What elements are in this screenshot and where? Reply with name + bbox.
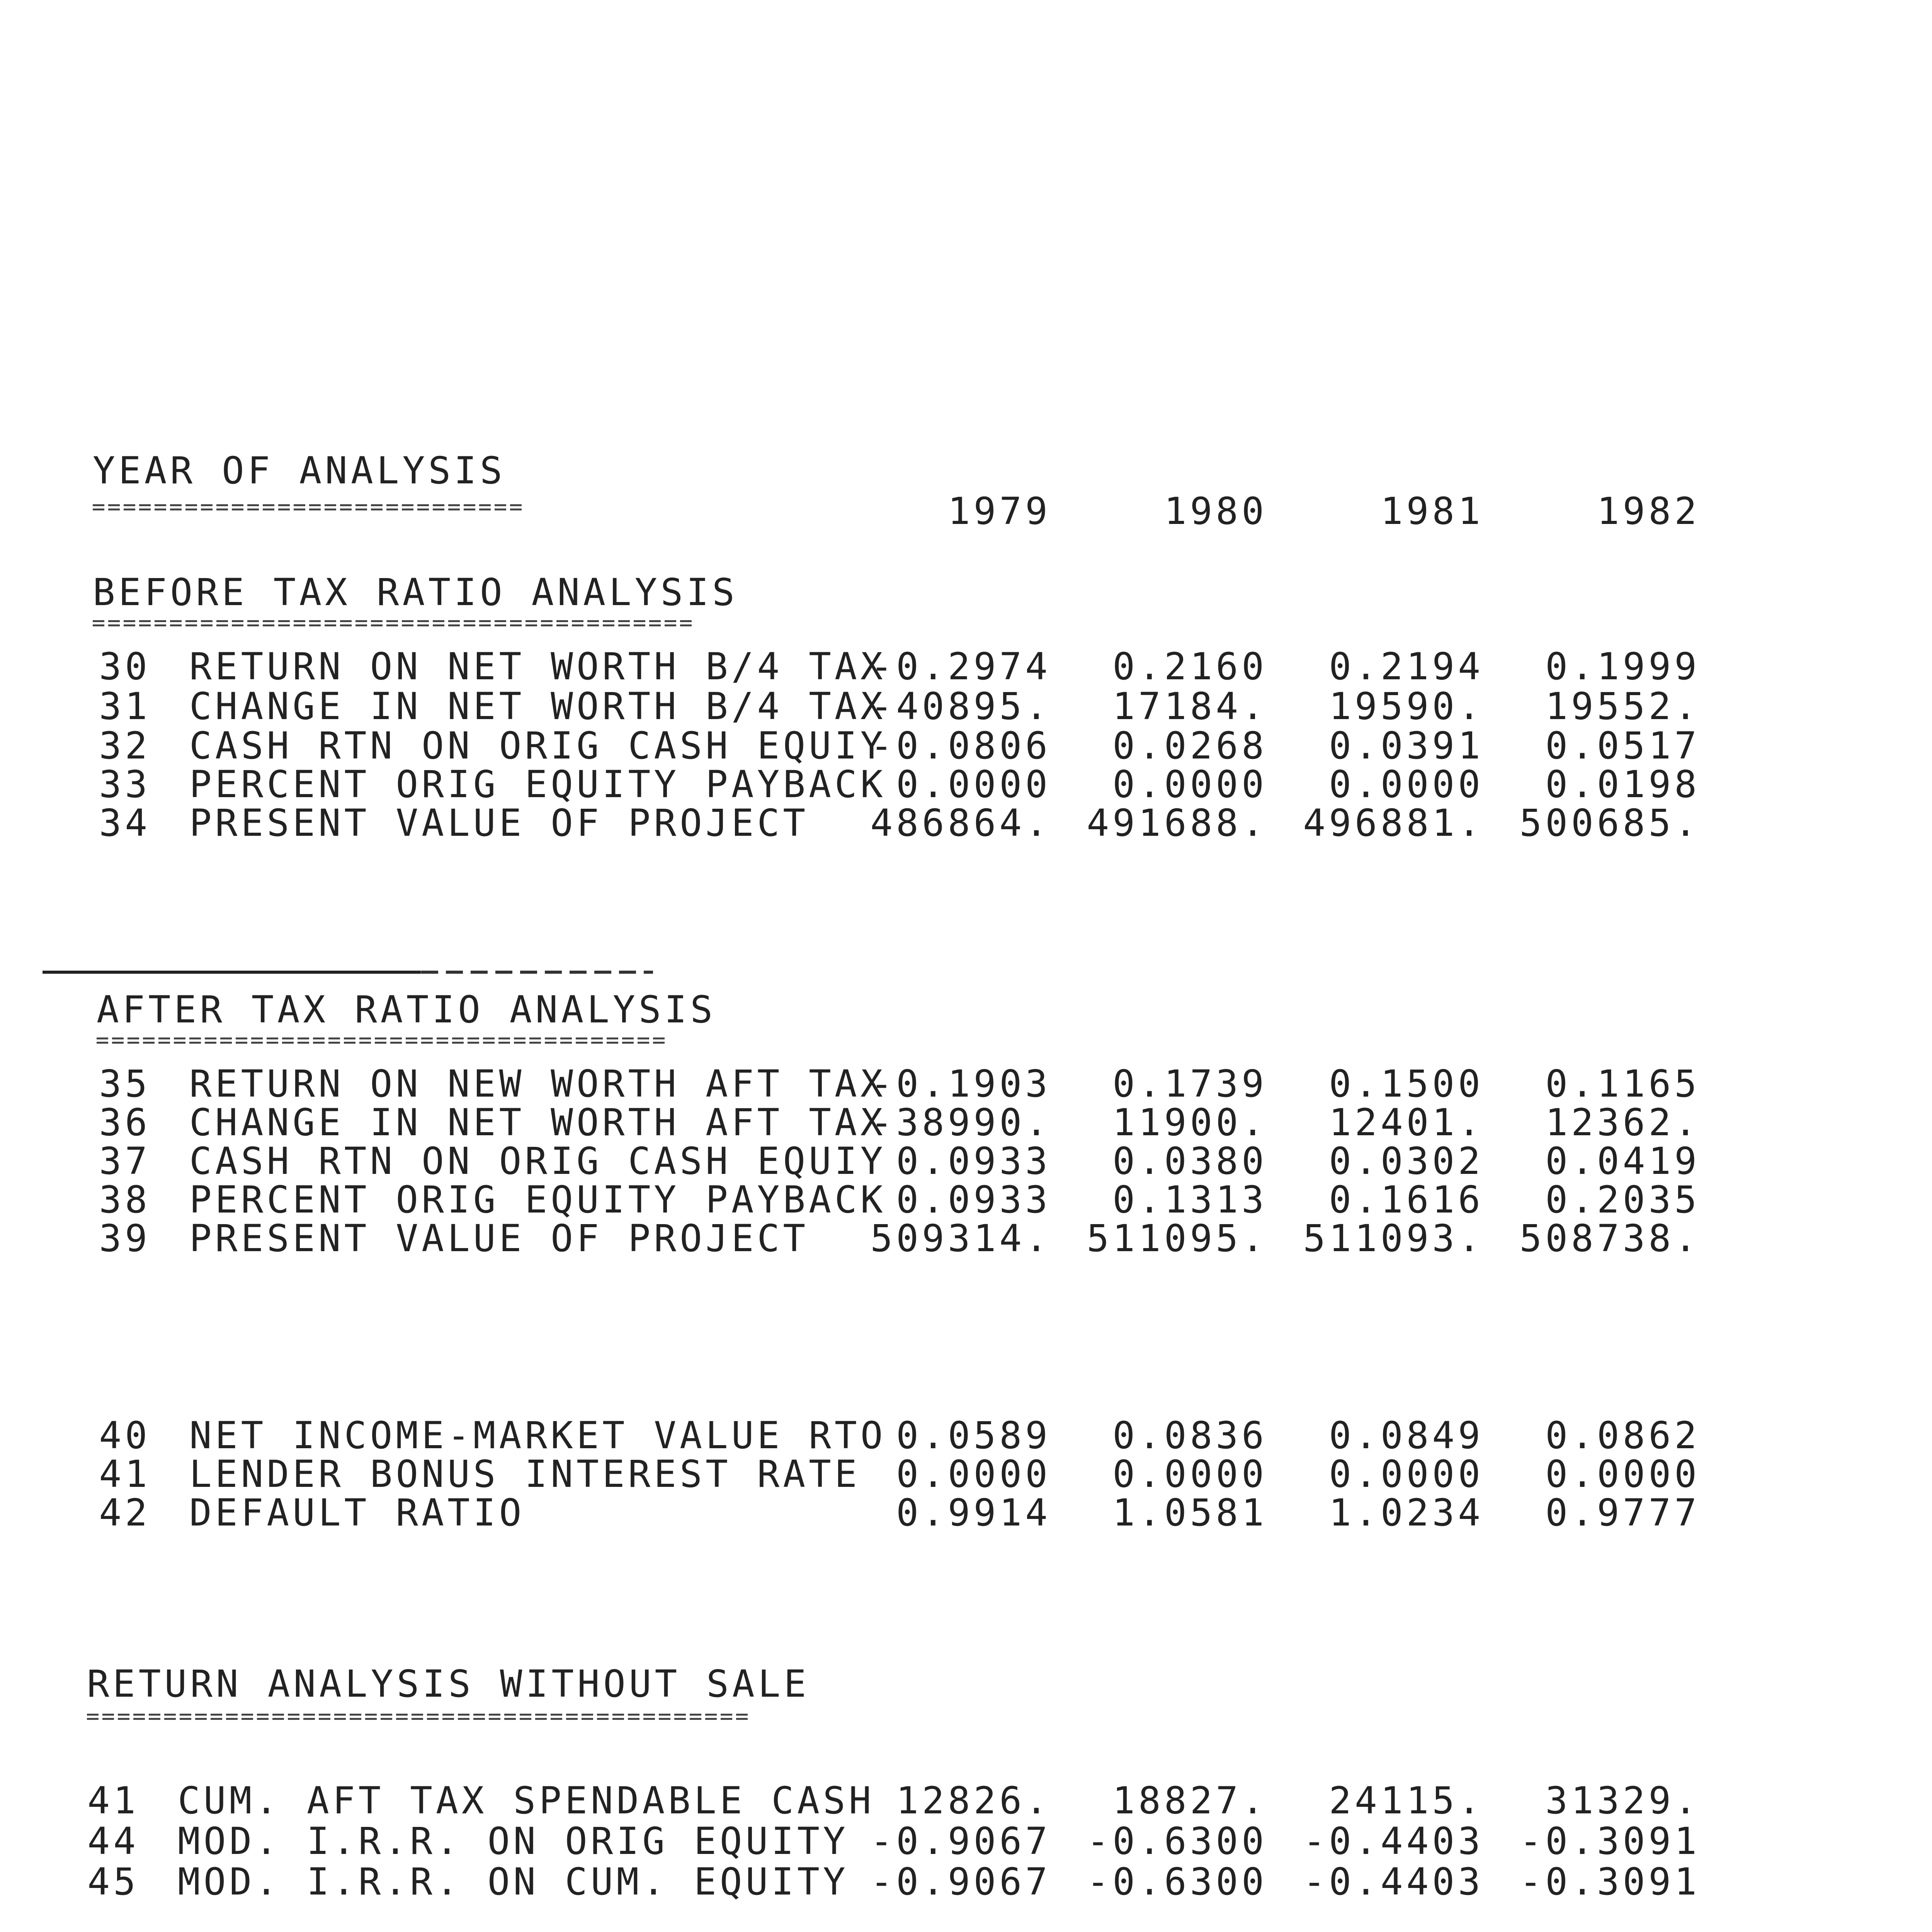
cell-value: 0.0268 <box>1112 724 1267 767</box>
row-number: 39 <box>99 1217 151 1260</box>
cell-value: -0.3091 <box>1519 1860 1700 1903</box>
row-label: MOD. I.R.R. ON ORIG EQUITY <box>178 1820 849 1863</box>
cell-value: 0.0849 <box>1329 1414 1484 1457</box>
section-title-before-tax: BEFORE TAX RATIO ANALYSIS <box>93 571 738 614</box>
year-header-1982: 1982 <box>1597 490 1700 533</box>
row-number: 45 <box>87 1860 139 1903</box>
cell-value: -0.4403 <box>1303 1820 1484 1863</box>
cell-value: 31329. <box>1545 1779 1700 1822</box>
section-title-after-tax: AFTER TAX RATIO ANALYSIS <box>97 988 716 1031</box>
cell-value: 24115. <box>1329 1779 1484 1822</box>
year-header-1979: 1979 <box>947 490 1051 533</box>
cell-value: -40895. <box>870 685 1051 728</box>
row-label: PRESENT VALUE OF PROJECT <box>189 801 809 845</box>
row-label: PERCENT ORIG EQUITY PAYBACK <box>189 1178 886 1221</box>
cell-value: 0.0391 <box>1329 724 1484 767</box>
cell-value: 0.1165 <box>1545 1062 1700 1105</box>
table-row <box>0 687 1932 726</box>
cell-value: 0.0000 <box>1329 1452 1484 1496</box>
row-label: RETURN ON NET WORTH B/4 TAX <box>189 645 886 688</box>
cell-value: 0.1313 <box>1112 1178 1267 1221</box>
row-number: 33 <box>99 763 151 806</box>
row-number: 32 <box>99 724 151 767</box>
cell-value: 0.0933 <box>896 1139 1051 1183</box>
section-divider <box>43 971 653 974</box>
row-number: 37 <box>99 1139 151 1183</box>
row-label: DEFAULT RATIO <box>189 1491 525 1534</box>
table-row <box>0 801 1932 845</box>
cell-value: -0.6300 <box>1087 1820 1267 1863</box>
cell-value: 0.0000 <box>1112 763 1267 806</box>
cell-value: 0.2194 <box>1329 645 1484 688</box>
cell-value: 12362. <box>1545 1101 1700 1144</box>
row-number: 42 <box>99 1491 151 1534</box>
table-row <box>0 1822 1932 1861</box>
cell-value: 0.2035 <box>1545 1178 1700 1221</box>
cell-value: 511093. <box>1303 1217 1484 1260</box>
cell-value: 0.0000 <box>1112 1452 1267 1496</box>
cell-value: 17184. <box>1112 685 1267 728</box>
section-underline <box>93 618 692 629</box>
table-row <box>0 1219 1932 1258</box>
cell-value: 0.0000 <box>1545 1452 1700 1496</box>
row-number: 44 <box>87 1820 139 1863</box>
section-underline <box>87 1712 752 1722</box>
cell-value: 0.0000 <box>896 763 1051 806</box>
cell-value: -0.6300 <box>1087 1860 1267 1903</box>
cell-value: 0.1739 <box>1112 1062 1267 1105</box>
row-label: CHANGE IN NET WORTH AFT TAX <box>189 1101 886 1144</box>
row-label: PERCENT ORIG EQUITY PAYBACK <box>189 763 886 806</box>
cell-value: 0.0419 <box>1545 1139 1700 1183</box>
cell-value: 496881. <box>1303 801 1484 845</box>
table-row <box>0 1493 1932 1532</box>
row-number: 41 <box>87 1779 139 1822</box>
page-title: YEAR OF ANALYSIS <box>93 449 506 492</box>
table-row <box>0 765 1932 804</box>
table-row <box>0 1862 1932 1901</box>
year-header-1981: 1981 <box>1380 490 1484 533</box>
table-row <box>0 1062 1932 1105</box>
cell-value: 511095. <box>1087 1217 1267 1260</box>
cell-value: 19552. <box>1545 685 1700 728</box>
table-row <box>0 1103 1932 1142</box>
cell-value: -0.1903 <box>870 1062 1051 1105</box>
row-number: 31 <box>99 685 151 728</box>
row-number: 30 <box>99 645 151 688</box>
row-number: 35 <box>99 1062 151 1105</box>
cell-value: -38990. <box>870 1101 1051 1144</box>
cell-value: 0.2160 <box>1112 645 1267 688</box>
cell-value: 500685. <box>1519 801 1700 845</box>
table-row <box>0 1139 1932 1183</box>
section-underline <box>97 1036 668 1046</box>
cell-value: 11900. <box>1112 1101 1267 1144</box>
cell-value: 508738. <box>1519 1217 1700 1260</box>
cell-value: 0.0302 <box>1329 1139 1484 1183</box>
cell-value: 0.0517 <box>1545 724 1700 767</box>
row-number: 36 <box>99 1101 151 1144</box>
cell-value: 0.0380 <box>1112 1139 1267 1183</box>
cell-value: -0.2974 <box>870 645 1051 688</box>
row-number: 41 <box>99 1452 151 1496</box>
table-row <box>0 1781 1932 1820</box>
row-number: 40 <box>99 1414 151 1457</box>
cell-value: -0.4403 <box>1303 1860 1484 1903</box>
cell-value: -0.3091 <box>1519 1820 1700 1863</box>
row-label: CASH RTN ON ORIG CASH EQUIY <box>189 1139 886 1183</box>
table-row <box>0 647 1932 686</box>
cell-value: 0.0000 <box>1329 763 1484 806</box>
cell-value: 18827. <box>1112 1779 1267 1822</box>
cell-value: 491688. <box>1087 801 1267 845</box>
cell-value: 0.0589 <box>896 1414 1051 1457</box>
row-label: CUM. AFT TAX SPENDABLE CASH <box>178 1779 875 1822</box>
table-row <box>0 1416 1932 1455</box>
cell-value: 12401. <box>1329 1101 1484 1144</box>
cell-value: 486864. <box>870 801 1051 845</box>
row-label: LENDER BONUS INTEREST RATE <box>189 1452 861 1496</box>
table-row <box>0 1180 1932 1219</box>
section-title-without-sale: RETURN ANALYSIS WITHOUT SALE <box>87 1662 810 1706</box>
table-row <box>0 1452 1932 1496</box>
cell-value: 0.9777 <box>1545 1491 1700 1534</box>
cell-value: -0.9067 <box>870 1860 1051 1903</box>
year-header-1980: 1980 <box>1164 490 1267 533</box>
row-label: CASH RTN ON ORIG CASH EQUIY <box>189 724 886 767</box>
cell-value: 0.0000 <box>896 1452 1051 1496</box>
cell-value: 1.0581 <box>1112 1491 1267 1534</box>
cell-value: 1.0234 <box>1329 1491 1484 1534</box>
title-underline <box>93 502 522 513</box>
row-number: 38 <box>99 1178 151 1221</box>
row-label: MOD. I.R.R. ON CUM. EQUITY <box>178 1860 849 1903</box>
row-label: RETURN ON NEW WORTH AFT TAX <box>189 1062 886 1105</box>
cell-value: 0.0862 <box>1545 1414 1700 1457</box>
cell-value: 0.9914 <box>896 1491 1051 1534</box>
row-number: 34 <box>99 801 151 845</box>
cell-value: 0.0933 <box>896 1178 1051 1221</box>
cell-value: 0.1616 <box>1329 1178 1484 1221</box>
row-label: CHANGE IN NET WORTH B/4 TAX <box>189 685 886 728</box>
cell-value: 0.1500 <box>1329 1062 1484 1105</box>
row-label: PRESENT VALUE OF PROJECT <box>189 1217 809 1260</box>
cell-value: 0.1999 <box>1545 645 1700 688</box>
row-label: NET INCOME-MARKET VALUE RTO <box>189 1414 886 1457</box>
cell-value: 19590. <box>1329 685 1484 728</box>
cell-value: -0.9067 <box>870 1820 1051 1863</box>
cell-value: 0.0836 <box>1112 1414 1267 1457</box>
cell-value: 12826. <box>896 1779 1051 1822</box>
cell-value: 509314. <box>870 1217 1051 1260</box>
cell-value: -0.0806 <box>870 724 1051 767</box>
table-row <box>0 726 1932 765</box>
cell-value: 0.0198 <box>1545 763 1700 806</box>
